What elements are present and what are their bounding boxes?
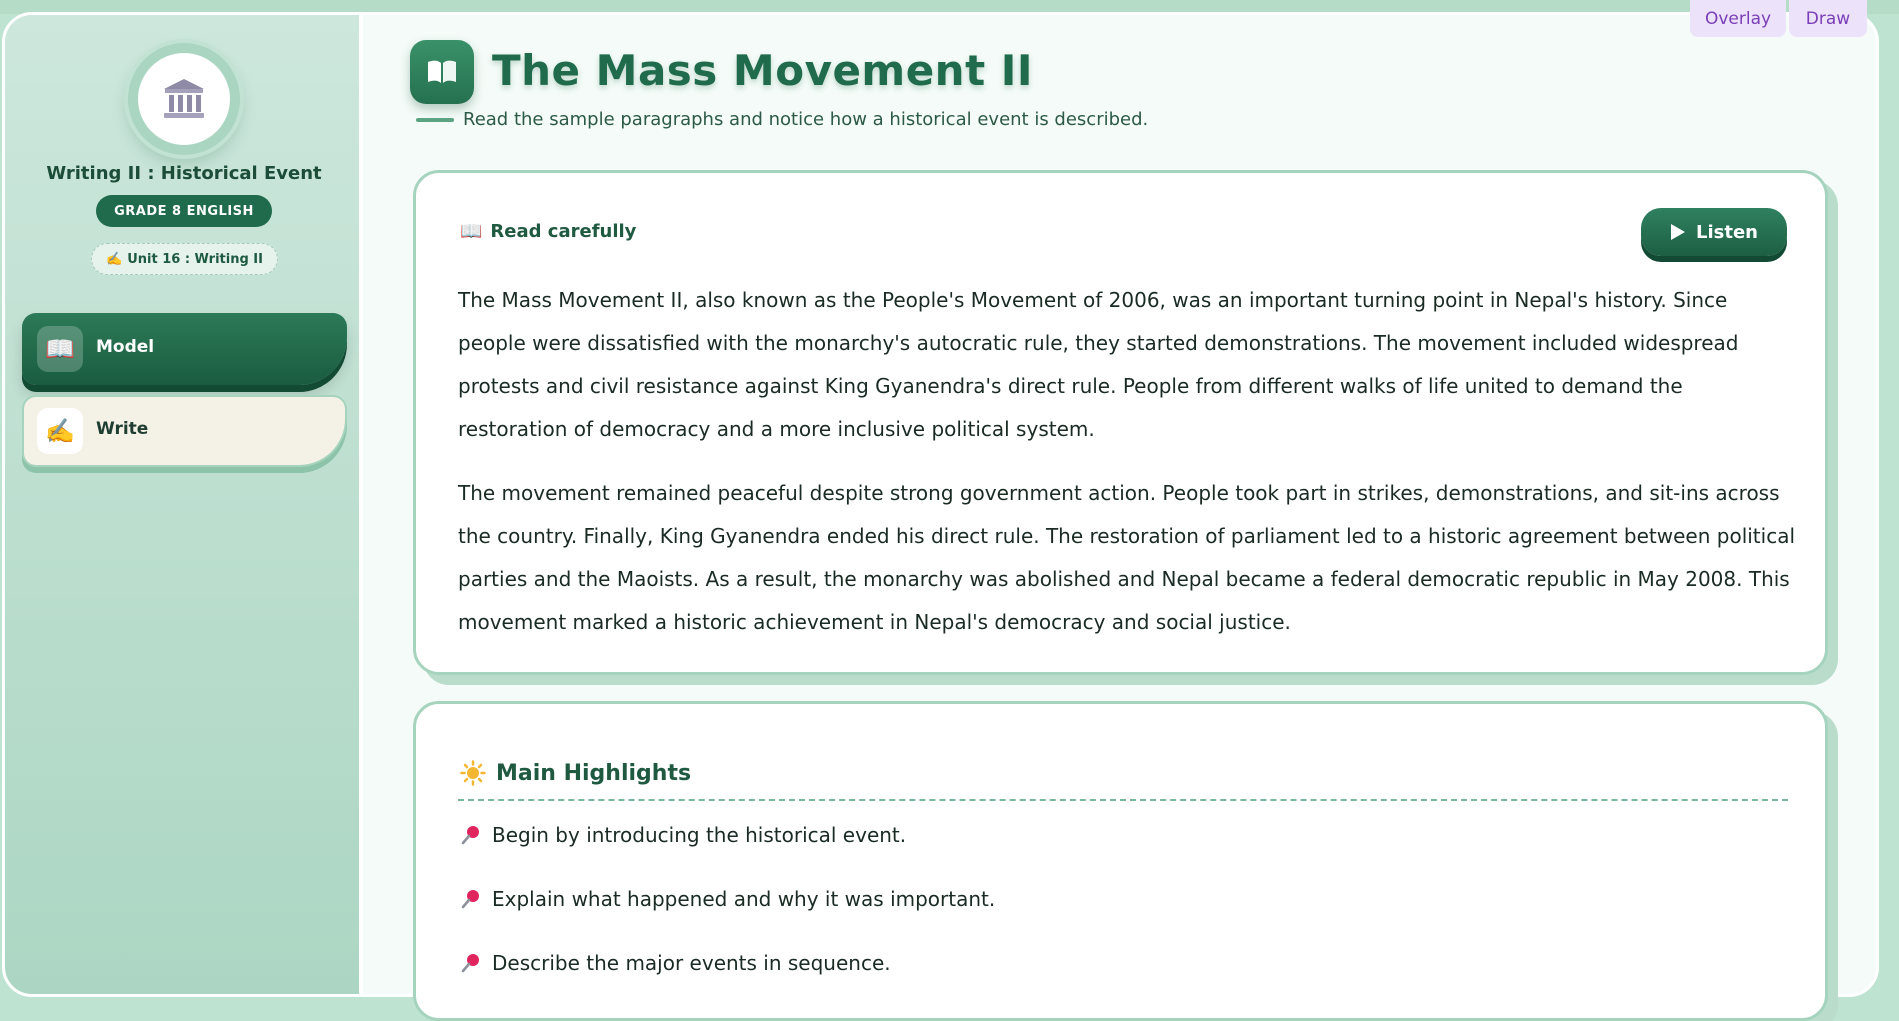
page-title: The Mass Movement II: [492, 46, 1034, 95]
paragraph: The movement remained peaceful despite strong government action. People took part in strikes, demonstrations, and sit-ins across the country. Finally, King Gyanendra ended his direct rule. The restoration of parliament led to a historic agreement between political parties and the Maoists. As a result, the monarchy was abolished and Nepal became a federal democratic republic in May 2008. This movement marked a historic achievement in Nepal's democracy and social justice.: [458, 481, 1796, 634]
unit-badge: [91, 243, 278, 275]
highlight-text: Describe the major events in sequence.: [492, 951, 891, 975]
list-item: [460, 823, 906, 847]
sidebar-item-model[interactable]: [22, 313, 347, 385]
pushpin-icon: [460, 824, 482, 846]
lesson-title: Writing II : Historical Event: [46, 163, 322, 184]
classical-building-icon: [159, 74, 209, 124]
listen-label: Listen: [1696, 221, 1758, 243]
highlight-text: Explain what happened and why it was important.: [492, 887, 996, 911]
play-icon: [1670, 223, 1686, 241]
scrollbar-thumb[interactable]: [1877, 37, 1879, 777]
highlights-heading: [460, 760, 691, 786]
open-book-icon: [424, 54, 460, 90]
draw-button[interactable]: Draw: [1789, 0, 1867, 37]
highlights-card: [413, 701, 1828, 1021]
pushpin-icon: [460, 952, 482, 974]
open-book-icon: 📖: [460, 221, 483, 242]
paragraph: The Mass Movement II, also known as the People's Movement of 2006, was an important turning point in Nepal's history. Since people were dissatisfied with the monarchy's autocratic rule, they started demonstrations. The movement included widespread protests and civil resistance against King Gyanendra's direct rule. People from different walks of life united to demand the restoration of democracy and a more inclusive political system.: [458, 288, 1739, 441]
lesson-logo-inner: [138, 53, 230, 145]
sidebar-item-label: Write: [96, 419, 149, 439]
open-book-icon: 📖: [37, 326, 83, 372]
sun-icon: [460, 760, 486, 786]
highlights-title: Main Highlights: [496, 760, 692, 786]
header-book-icon: [410, 40, 474, 104]
lesson-logo: [128, 43, 240, 155]
page-subtitle: Read the sample paragraphs and notice how a historical event is described.: [463, 109, 1149, 130]
list-item: [460, 887, 995, 911]
sidebar: [5, 15, 363, 994]
listen-button[interactable]: [1641, 208, 1787, 256]
writing-hand-icon: ✍️: [106, 251, 123, 267]
sidebar-item-write[interactable]: [22, 395, 347, 467]
sidebar-item-label: Model: [96, 337, 155, 357]
read-carefully-text: Read carefully: [490, 221, 637, 242]
list-item: [460, 951, 891, 975]
subtitle-accent: [416, 118, 454, 122]
read-carefully-label: [460, 221, 636, 242]
overlay-button[interactable]: Overlay: [1690, 0, 1786, 37]
writing-hand-icon: ✍️: [37, 408, 83, 454]
reading-card: [413, 170, 1828, 675]
highlight-text: Begin by introducing the historical event.: [492, 823, 907, 847]
pushpin-icon: [460, 888, 482, 910]
highlights-divider: [458, 799, 1788, 801]
unit-label: Unit 16 : Writing II: [127, 251, 263, 267]
grade-badge: GRADE 8 ENGLISH: [96, 195, 272, 227]
